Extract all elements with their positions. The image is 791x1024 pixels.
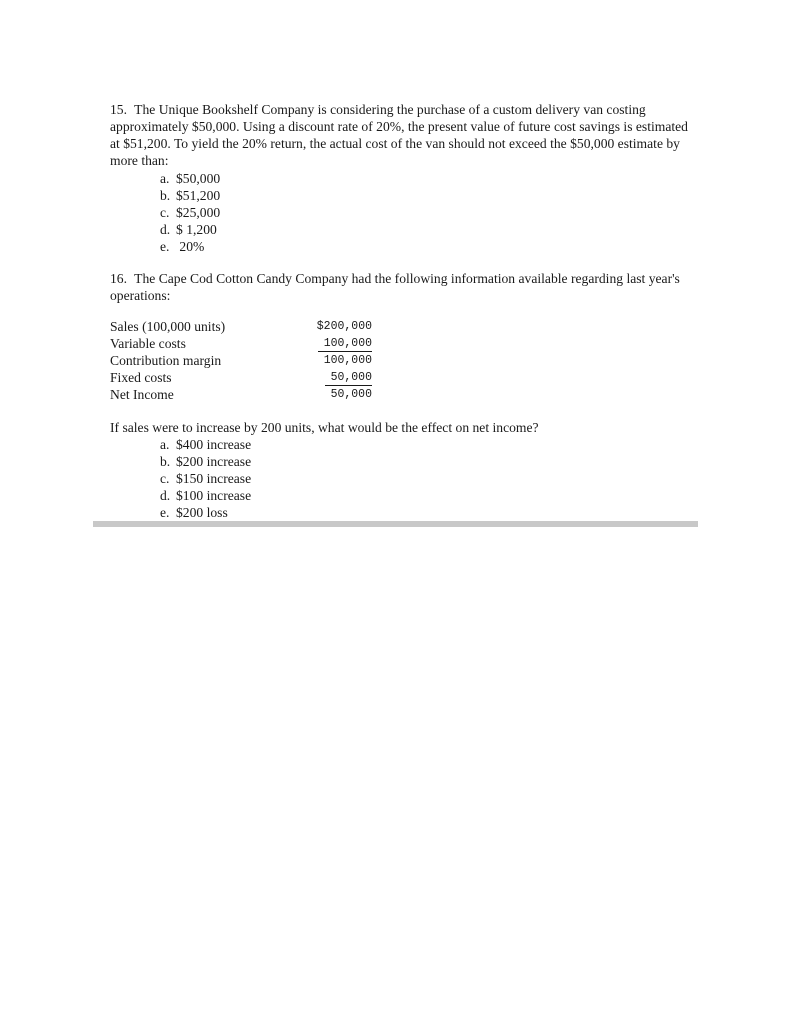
row-label: Net Income bbox=[110, 387, 174, 402]
option-text: $200 loss bbox=[176, 505, 228, 520]
option-16b bbox=[160, 453, 251, 470]
option-15a bbox=[160, 170, 220, 187]
question-16-text bbox=[110, 270, 690, 304]
horizontal-divider bbox=[93, 521, 698, 527]
table-row bbox=[110, 318, 372, 335]
option-letter: d. bbox=[160, 222, 171, 237]
option-16a bbox=[160, 436, 251, 453]
table-row bbox=[110, 352, 372, 369]
option-16c bbox=[160, 470, 251, 487]
question-15-text bbox=[110, 101, 690, 169]
question-16-number: 16. bbox=[110, 271, 127, 286]
row-label: Sales (100,000 units) bbox=[110, 319, 226, 334]
question-15-options bbox=[160, 170, 220, 255]
table-row bbox=[110, 369, 372, 386]
option-letter: c. bbox=[160, 205, 170, 220]
option-letter: e. bbox=[160, 239, 170, 254]
option-text: $200 increase bbox=[176, 454, 252, 469]
table-row bbox=[110, 386, 372, 403]
option-16d bbox=[160, 487, 251, 504]
option-15e bbox=[160, 238, 220, 255]
option-letter: a. bbox=[160, 171, 170, 186]
option-letter: b. bbox=[160, 454, 171, 469]
option-letter: b. bbox=[160, 188, 171, 203]
option-text: $100 increase bbox=[176, 488, 252, 503]
row-value: 50,000 bbox=[330, 388, 372, 401]
row-value: 100,000 bbox=[323, 354, 372, 367]
option-15b bbox=[160, 187, 220, 204]
question-16-options bbox=[160, 436, 251, 521]
option-16e bbox=[160, 504, 251, 521]
row-value: 50,000 bbox=[325, 371, 372, 386]
row-value-cell bbox=[310, 369, 372, 386]
option-15d bbox=[160, 221, 220, 238]
option-letter: d. bbox=[160, 488, 171, 503]
option-text: $50,000 bbox=[176, 171, 221, 186]
option-letter: a. bbox=[160, 437, 170, 452]
row-label: Variable costs bbox=[110, 336, 186, 351]
option-text: $51,200 bbox=[176, 188, 221, 203]
table-row bbox=[110, 335, 372, 352]
question-15-body: The Unique Bookshelf Company is considering the purchase of a custom delivery van costing approximately $50,000. Using a discount rate of 20%, the present value of future cost savings is estimated at $51,200. To yield the 20% return, the actual cost of the van should not exceed the $50,000 estimate by more than: bbox=[110, 102, 688, 168]
income-statement-table bbox=[110, 318, 372, 403]
question-15-number: 15. bbox=[110, 102, 127, 117]
option-text: $ 1,200 bbox=[176, 222, 217, 237]
row-value-cell bbox=[310, 335, 372, 352]
row-value: 100,000 bbox=[318, 337, 372, 352]
row-value: $200,000 bbox=[316, 320, 372, 333]
option-letter: e. bbox=[160, 505, 170, 520]
question-16-body: The Cape Cod Cotton Candy Company had the following information available regarding last year's operations: bbox=[110, 271, 680, 303]
option-text: 20% bbox=[176, 239, 205, 254]
option-text: $150 increase bbox=[176, 471, 252, 486]
option-text: $25,000 bbox=[176, 205, 221, 220]
option-15c bbox=[160, 204, 220, 221]
option-text: $400 increase bbox=[176, 437, 252, 452]
row-label: Fixed costs bbox=[110, 370, 172, 385]
question-16-prompt: If sales were to increase by 200 units, what would be the effect on net income? bbox=[110, 420, 539, 435]
option-letter: c. bbox=[160, 471, 170, 486]
row-label: Contribution margin bbox=[110, 353, 222, 368]
